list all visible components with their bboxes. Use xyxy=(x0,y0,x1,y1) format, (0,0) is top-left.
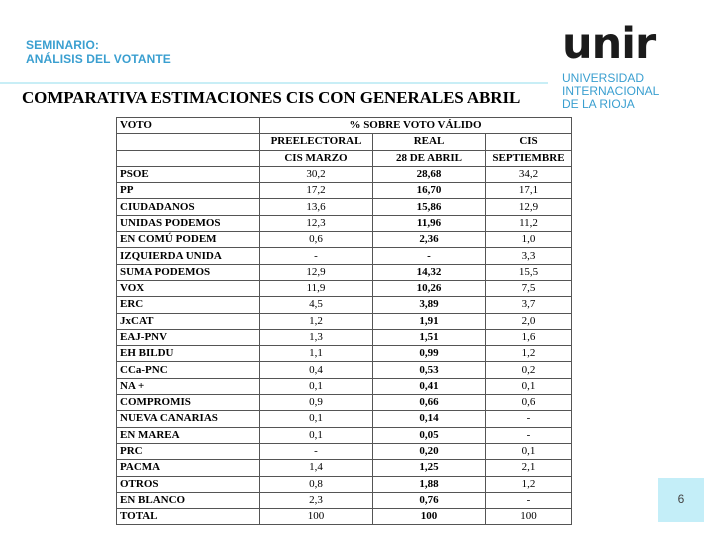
results-table xyxy=(116,117,572,525)
real-cell: 3,89 xyxy=(373,297,486,313)
sub1-header-a: PREELECTORAL xyxy=(260,134,373,150)
preelectoral-cell: 0,6 xyxy=(260,232,373,248)
real-cell: 11,96 xyxy=(373,215,486,231)
september-cell: 1,2 xyxy=(486,346,572,362)
header-rule xyxy=(0,82,548,84)
party-cell: UNIDAS PODEMOS xyxy=(117,215,260,231)
preelectoral-cell: 1,2 xyxy=(260,313,373,329)
september-cell: - xyxy=(486,411,572,427)
real-cell: 1,25 xyxy=(373,460,486,476)
party-cell: PACMA xyxy=(117,460,260,476)
september-cell: 0,2 xyxy=(486,362,572,378)
table-row xyxy=(117,346,572,362)
party-cell: EH BILDU xyxy=(117,346,260,362)
september-cell: 34,2 xyxy=(486,166,572,182)
party-cell: TOTAL xyxy=(117,509,260,525)
real-cell: 28,68 xyxy=(373,166,486,182)
table-row xyxy=(117,183,572,199)
real-cell: 1,51 xyxy=(373,329,486,345)
party-cell: OTROS xyxy=(117,476,260,492)
september-cell: 15,5 xyxy=(486,264,572,280)
september-cell: 7,5 xyxy=(486,280,572,296)
real-cell: 0,05 xyxy=(373,427,486,443)
table-subheader-row-2 xyxy=(117,150,572,166)
preelectoral-cell: 0,4 xyxy=(260,362,373,378)
real-cell: 16,70 xyxy=(373,183,486,199)
preelectoral-cell: 0,1 xyxy=(260,427,373,443)
preelectoral-cell: - xyxy=(260,443,373,459)
logo-line-3: DE LA RIOJA xyxy=(562,97,635,111)
september-cell: 3,7 xyxy=(486,297,572,313)
slide-title: COMPARATIVA ESTIMACIONES CIS CON GENERALES ABRIL xyxy=(22,88,521,107)
preelectoral-cell: 13,6 xyxy=(260,199,373,215)
real-cell: 0,99 xyxy=(373,346,486,362)
seminar-line-2: ANÁLISIS DEL VOTANTE xyxy=(26,52,171,66)
real-cell: 14,32 xyxy=(373,264,486,280)
party-cell: PSOE xyxy=(117,166,260,182)
table-row xyxy=(117,362,572,378)
party-cell: CIUDADANOS xyxy=(117,199,260,215)
september-cell: 100 xyxy=(486,509,572,525)
september-cell: 11,2 xyxy=(486,215,572,231)
party-cell: SUMA PODEMOS xyxy=(117,264,260,280)
table-row xyxy=(117,215,572,231)
seminar-line-1: SEMINARIO: xyxy=(26,38,99,52)
real-cell: 0,41 xyxy=(373,378,486,394)
table-row xyxy=(117,166,572,182)
september-cell: 1,6 xyxy=(486,329,572,345)
party-cell: EN COMÚ PODEM xyxy=(117,232,260,248)
table-row xyxy=(117,232,572,248)
table-row xyxy=(117,411,572,427)
seminar-label xyxy=(26,38,171,66)
real-cell: 0,20 xyxy=(373,443,486,459)
page-number: 6 xyxy=(658,478,704,522)
col-voto-header: VOTO xyxy=(117,118,260,134)
empty-header-cell xyxy=(117,134,260,150)
september-cell: 12,9 xyxy=(486,199,572,215)
table-row xyxy=(117,509,572,525)
september-cell: - xyxy=(486,492,572,508)
preelectoral-cell: 4,5 xyxy=(260,297,373,313)
preelectoral-cell: 12,3 xyxy=(260,215,373,231)
real-cell: 0,53 xyxy=(373,362,486,378)
table-row xyxy=(117,329,572,345)
real-cell: 0,14 xyxy=(373,411,486,427)
table-row xyxy=(117,460,572,476)
preelectoral-cell: 1,1 xyxy=(260,346,373,362)
september-cell: - xyxy=(486,427,572,443)
sub2-header-b: 28 DE ABRIL xyxy=(373,150,486,166)
preelectoral-cell: 1,4 xyxy=(260,460,373,476)
sub2-header-a: REAL xyxy=(373,134,486,150)
table-row xyxy=(117,395,572,411)
real-cell: 2,36 xyxy=(373,232,486,248)
preelectoral-cell: 17,2 xyxy=(260,183,373,199)
real-cell: 1,88 xyxy=(373,476,486,492)
table-row xyxy=(117,476,572,492)
real-cell: 0,66 xyxy=(373,395,486,411)
september-cell: 1,2 xyxy=(486,476,572,492)
september-cell: 0,1 xyxy=(486,443,572,459)
real-cell: - xyxy=(373,248,486,264)
table-row xyxy=(117,280,572,296)
table-row xyxy=(117,378,572,394)
table-row xyxy=(117,313,572,329)
real-cell: 100 xyxy=(373,509,486,525)
table-row xyxy=(117,248,572,264)
table-row xyxy=(117,443,572,459)
party-cell: VOX xyxy=(117,280,260,296)
preelectoral-cell: 12,9 xyxy=(260,264,373,280)
logo-line-1: UNIVERSIDAD xyxy=(562,71,645,85)
september-cell: 2,0 xyxy=(486,313,572,329)
real-cell: 0,76 xyxy=(373,492,486,508)
table-row xyxy=(117,199,572,215)
real-cell: 15,86 xyxy=(373,199,486,215)
sub3-header-b: SEPTIEMBRE xyxy=(486,150,572,166)
party-cell: EN MAREA xyxy=(117,427,260,443)
preelectoral-cell: - xyxy=(260,248,373,264)
table-header-row xyxy=(117,118,572,134)
party-cell: EAJ-PNV xyxy=(117,329,260,345)
logo-subtitle xyxy=(562,72,702,111)
table-row xyxy=(117,427,572,443)
preelectoral-cell: 100 xyxy=(260,509,373,525)
preelectoral-cell: 0,1 xyxy=(260,411,373,427)
preelectoral-cell: 0,1 xyxy=(260,378,373,394)
party-cell: PP xyxy=(117,183,260,199)
col-group-header: % SOBRE VOTO VÁLIDO xyxy=(260,118,572,134)
preelectoral-cell: 0,9 xyxy=(260,395,373,411)
preelectoral-cell: 11,9 xyxy=(260,280,373,296)
september-cell: 0,6 xyxy=(486,395,572,411)
party-cell: CCa-PNC xyxy=(117,362,260,378)
party-cell: NA + xyxy=(117,378,260,394)
september-cell: 1,0 xyxy=(486,232,572,248)
party-cell: JxCAT xyxy=(117,313,260,329)
sub3-header-a: CIS xyxy=(486,134,572,150)
party-cell: IZQUIERDA UNIDA xyxy=(117,248,260,264)
logo-line-2: INTERNACIONAL xyxy=(562,84,660,98)
party-cell: EN BLANCO xyxy=(117,492,260,508)
table-row xyxy=(117,492,572,508)
preelectoral-cell: 0,8 xyxy=(260,476,373,492)
real-cell: 1,91 xyxy=(373,313,486,329)
real-cell: 10,26 xyxy=(373,280,486,296)
sub1-header-b: CIS MARZO xyxy=(260,150,373,166)
party-cell: PRC xyxy=(117,443,260,459)
preelectoral-cell: 1,3 xyxy=(260,329,373,345)
party-cell: COMPROMIS xyxy=(117,395,260,411)
september-cell: 3,3 xyxy=(486,248,572,264)
party-cell: NUEVA CANARIAS xyxy=(117,411,260,427)
table-row xyxy=(117,297,572,313)
september-cell: 17,1 xyxy=(486,183,572,199)
empty-header-cell xyxy=(117,150,260,166)
table-row xyxy=(117,264,572,280)
table-subheader-row-1 xyxy=(117,134,572,150)
preelectoral-cell: 30,2 xyxy=(260,166,373,182)
logo-wordmark: unir xyxy=(562,19,656,69)
party-cell: ERC xyxy=(117,297,260,313)
preelectoral-cell: 2,3 xyxy=(260,492,373,508)
september-cell: 2,1 xyxy=(486,460,572,476)
unir-logo xyxy=(562,20,702,111)
september-cell: 0,1 xyxy=(486,378,572,394)
